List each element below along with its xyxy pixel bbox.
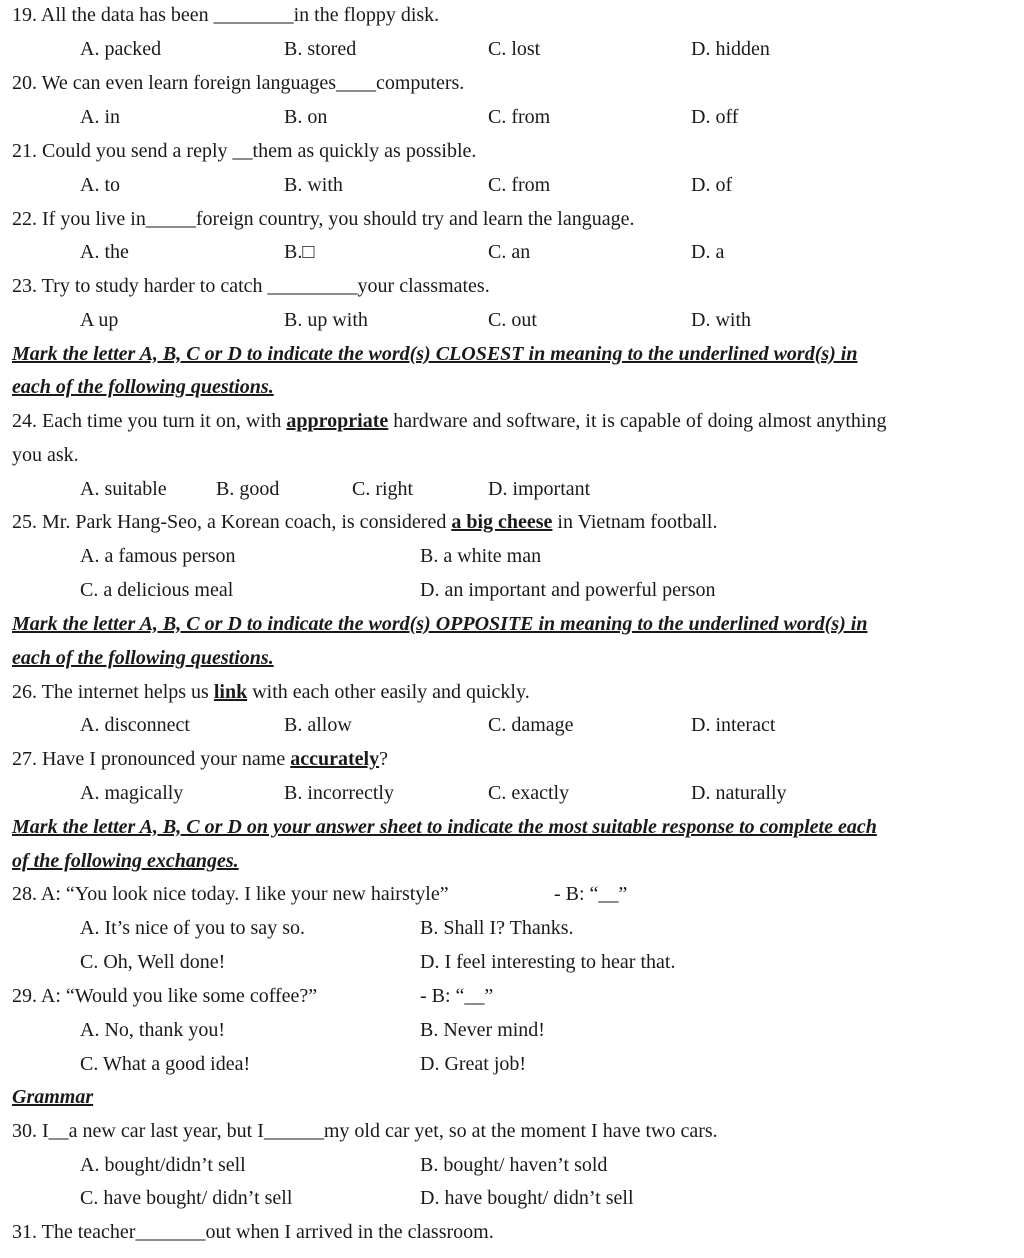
question-text: 22. If you live in — [12, 208, 146, 230]
question-25 — [12, 510, 718, 534]
question-text: 20. We can even learn foreign languages — [12, 72, 336, 94]
instruction-response: Mark the letter A, B, C or D on your answer sheet to indicate the most suitable response to complete each — [12, 816, 877, 838]
instruction-response-cont: of the following exchanges. — [12, 850, 239, 872]
underlined-word: accurately — [290, 748, 380, 770]
option-c: C. lost — [488, 38, 541, 60]
option-d: D. with — [691, 309, 751, 331]
option-b: B. incorrectly — [284, 782, 394, 804]
question-19 — [12, 3, 439, 27]
answer-blank: _________ — [267, 275, 358, 297]
option-c: C. right — [352, 478, 414, 500]
option-a: A. a famous person — [80, 545, 236, 567]
option-b: B. up with — [284, 309, 368, 331]
option-b: B. with — [284, 174, 343, 196]
question-text: foreign country, you should try and learn the language. — [195, 208, 635, 230]
question-31: 31. The teacher_______out when I arrived in the classroom. — [12, 1221, 494, 1243]
underlined-word: appropriate — [286, 410, 389, 432]
option-c: C. exactly — [488, 782, 570, 804]
question-text: in Vietnam football. — [552, 511, 718, 533]
option-d: D. have bought/ didn’t sell — [420, 1187, 634, 1209]
question-text: in the floppy disk. — [293, 4, 440, 26]
question-20 — [12, 71, 464, 95]
option-c: C. damage — [488, 714, 574, 736]
option-a: A. the — [80, 241, 129, 263]
underlined-word: link — [213, 681, 248, 703]
answer-blank: ____ — [336, 72, 376, 94]
option-a: A. bought/didn’t sell — [80, 1154, 246, 1176]
question-23 — [12, 274, 490, 298]
question-text: with each other easily and quickly. — [247, 681, 530, 703]
option-d: D. interact — [691, 714, 776, 736]
option-a: A up — [80, 309, 119, 331]
section-heading-grammar: Grammar — [12, 1086, 94, 1108]
option-c: C. from — [488, 174, 551, 196]
question-30: 30. I__a new car last year, but I______my old car yet, so at the moment I have two cars. — [12, 1120, 718, 1142]
option-d: D. of — [691, 174, 733, 196]
option-a: A. disconnect — [80, 714, 190, 736]
option-c: C. Oh, Well done! — [80, 951, 226, 973]
option-d: D. an important and powerful person — [420, 579, 716, 601]
question-22 — [12, 207, 634, 231]
answer-blank: _____ — [145, 208, 196, 230]
option-a: A. packed — [80, 38, 162, 60]
option-d: D. a — [691, 241, 725, 263]
instruction-opposite: Mark the letter A, B, C or D to indicate the word(s) OPPOSITE in meaning to the underlined word(s) in — [12, 613, 868, 635]
question-24 — [12, 409, 886, 433]
question-text: 27. Have I pronounced your name — [12, 748, 291, 770]
option-d: D. I feel interesting to hear that. — [420, 951, 676, 973]
answer-blank: __ — [232, 140, 253, 162]
question-text: 26. The internet helps us — [12, 681, 214, 703]
option-d: D. naturally — [691, 782, 787, 804]
option-b: B. allow — [284, 714, 352, 736]
option-c: C. out — [488, 309, 537, 331]
question-text: 24. Each time you turn it on, with — [12, 410, 287, 432]
question-26 — [12, 680, 530, 704]
option-d: D. Great job! — [420, 1053, 527, 1075]
question-text: 21. Could you send a reply — [12, 140, 233, 162]
question-text: your classmates. — [357, 275, 490, 297]
option-a: A. No, thank you! — [80, 1019, 225, 1041]
option-b: B. Never mind! — [420, 1019, 545, 1041]
option-c: C. an — [488, 241, 531, 263]
option-b: B. bought/ haven’t sold — [420, 1154, 608, 1176]
option-a: A. to — [80, 174, 120, 196]
question-text: 19. All the data has been — [12, 4, 214, 26]
option-d: D. hidden — [691, 38, 770, 60]
option-a: A. in — [80, 106, 120, 128]
speaker-b-reply: - B: “__” — [420, 985, 494, 1007]
option-c: C. have bought/ didn’t sell — [80, 1187, 293, 1209]
option-b: B. stored — [284, 38, 357, 60]
question-text: 23. Try to study harder to catch — [12, 275, 268, 297]
question-28: 28. A: “You look nice today. I like your new hairstyle” — [12, 883, 449, 905]
option-b: B. Shall I? Thanks. — [420, 917, 574, 939]
option-c: C. What a good idea! — [80, 1053, 251, 1075]
instruction-opposite-cont: each of the following questions. — [12, 647, 274, 669]
question-27 — [12, 747, 388, 771]
question-text: computers. — [376, 72, 465, 94]
answer-blank: ________ — [213, 4, 294, 26]
option-b: B. good — [216, 478, 280, 500]
question-text: hardware and software, it is capable of doing almost anything — [388, 410, 887, 432]
question-text: ? — [379, 748, 388, 770]
option-d: D. off — [691, 106, 739, 128]
speaker-b-reply: - B: “__” — [554, 883, 628, 905]
option-c: C. from — [488, 106, 551, 128]
underlined-word: a big cheese — [451, 511, 553, 533]
question-text: them as quickly as possible. — [252, 140, 477, 162]
option-d: D. important — [488, 478, 591, 500]
option-a: A. It’s nice of you to say so. — [80, 917, 305, 939]
option-b: B.□ — [284, 241, 315, 263]
instruction-closest: Mark the letter A, B, C or D to indicate the word(s) CLOSEST in meaning to the underlined word(s) in — [12, 343, 858, 365]
question-text: 25. Mr. Park Hang-Seo, a Korean coach, is considered — [12, 511, 452, 533]
question-29: 29. A: “Would you like some coffee?” — [12, 985, 318, 1007]
option-a: A. magically — [80, 782, 184, 804]
option-b: B. on — [284, 106, 328, 128]
question-24-continuation: you ask. — [12, 444, 79, 466]
option-a: A. suitable — [80, 478, 167, 500]
instruction-closest-cont: each of the following questions. — [12, 376, 274, 398]
option-b: B. a white man — [420, 545, 542, 567]
option-c: C. a delicious meal — [80, 579, 234, 601]
question-21 — [12, 139, 476, 163]
